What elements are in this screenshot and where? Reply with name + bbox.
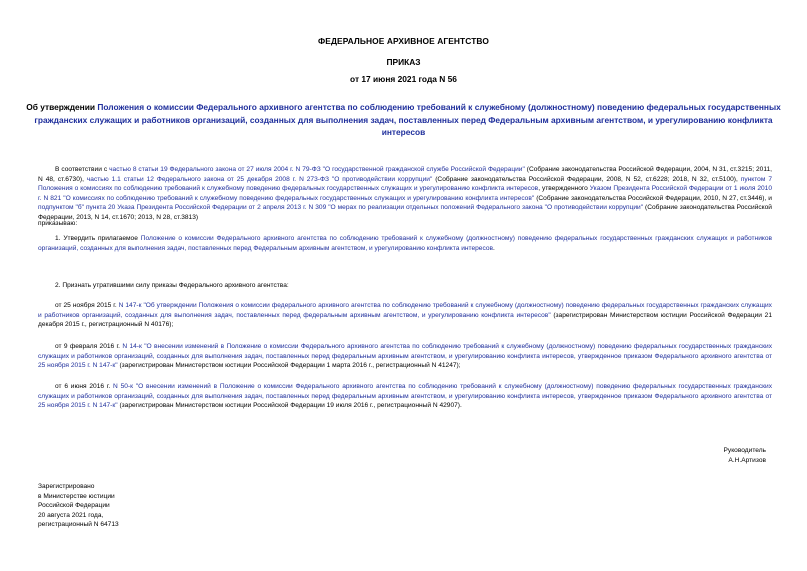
- decree-309-link[interactable]: подпунктом "б" пункта 20 Указа Президента Российской Федерации от 2 апреля 2013 г. N 309 "О мерах по реализации отдельных положений Федерального закона "О противодействии коррупции": [38, 204, 644, 211]
- preamble-paragraph: [38, 165, 772, 222]
- registration-line: регистрационный N 64713: [38, 521, 119, 528]
- ordains-line: приказываю:: [38, 220, 78, 227]
- item-1-paragraph: [38, 234, 772, 253]
- registration-line: Российской Федерации: [38, 502, 110, 509]
- signatory-position: Руководитель: [723, 447, 766, 454]
- item-1-text: .: [493, 244, 495, 252]
- registration-line: 20 августа 2021 года,: [38, 511, 104, 519]
- registration-line: в Министерстве юстиции: [38, 492, 115, 500]
- approved-regulation-link[interactable]: Положение о комиссии Федерального архивного агентства по соблюдению требований к служебному (должностному) поведению федеральных государственных гражданских служащих и работников организаций, созданных для выполнения задач, поставленных перед Федеральным архивным агентством, и урегулированию конфликта интересов: [38, 235, 773, 252]
- document-type: ПРИКАЗ: [386, 57, 421, 67]
- title-prefix: Об утверждении: [26, 102, 98, 112]
- repealed-registration: (зарегистрирован Министерством юстиции Российской Федерации 19 июля 2016 г., регистрационный N 42907).: [117, 402, 462, 409]
- preamble-text: , утвержденного: [538, 185, 590, 192]
- preamble-text: (Собрание законодательства Российской Федерации, 2004, N 31, ст.3215; 2011, N 48, ст.6730),: [38, 166, 772, 183]
- order-147k-link[interactable]: N 147-к "Об утверждении Положения о комиссии федерального архивного агентства по соблюдению требований к служебному (должностному) поведению федеральных государственных гражданских служащих и работников организаций, созданных для выполнения задач, поставленных перед федеральным архивным агентством, и урегулированию конфликта интересов": [38, 302, 772, 319]
- preamble-text: В соответствии с: [55, 166, 110, 173]
- registration-block: [38, 482, 119, 530]
- document-title: [20, 101, 787, 139]
- item-1-text: 1. Утвердить прилагаемое: [55, 235, 141, 242]
- regulation-item7-link[interactable]: пунктом 7 Положения о комиссиях по соблюдению требований к служебному поведению федеральных государственных служащих и урегулированию конфликта интересов: [38, 175, 772, 192]
- repealed-order-1: [38, 301, 772, 330]
- repealed-registration: (зарегистрирован Министерством юстиции Российской Федерации 1 марта 2016 г., регистрационный N 41247);: [117, 362, 461, 369]
- order-50k-link[interactable]: N 50-к "О внесении изменений в Положение о комиссии Федерального архивного агентства по соблюдению требований к служебному (должностному) поведению федеральных государственных гражданских служащих и работников организаций, созданных для выполнения задач, поставленных перед федеральным архивным агентством, и урегулированию конфликта интересов, утвержденное приказом Федерального архивного агентства от 25 ноября 2015 г. N 147-к": [38, 383, 772, 409]
- document-date: от 17 июня 2021 года N 56: [350, 74, 457, 84]
- preamble-text: (Собрание законодательства Российской Федерации, 2010, N 27, ст.3446), и: [534, 194, 772, 202]
- decree-821-link[interactable]: Указом Президента Российской Федерации от 1 июля 2010 г. N 821 "О комиссиях по соблюдению требований к служебному поведению федеральных государственных служащих и урегулированию конфликта интересов": [38, 185, 772, 202]
- repealed-date: от 9 февраля 2016 г.: [55, 343, 123, 350]
- agency-name: ФЕДЕРАЛЬНОЕ АРХИВНОЕ АГЕНТСТВО: [318, 36, 489, 46]
- signature-block: [724, 446, 766, 465]
- repealed-order-3: [38, 382, 772, 411]
- law-79fz-link[interactable]: частью 8 статьи 19 Федерального закона от 27 июля 2004 г. N 79-ФЗ "О государственной гражданской службе Российской Федерации": [109, 166, 525, 173]
- law-273fz-link[interactable]: частью 1.1 статьи 12 Федерального закона от 25 декабря 2008 г. N 273-ФЗ "О противодействии коррупции": [86, 175, 433, 183]
- repealed-date: от 6 июня 2016 г.: [55, 383, 114, 390]
- signatory-name: А.Н.Артизов: [728, 456, 766, 464]
- repealed-date: от 25 ноября 2015 г.: [55, 302, 119, 309]
- repealed-registration: (зарегистрирован Министерством юстиции Российской Федерации 21 декабря 2015 г., регистрационный N 40176);: [38, 311, 772, 328]
- preamble-text: (Собрание законодательства Российской Федерации, 2013, N 14, ст.1670; 2013, N 28, ст.3813): [38, 204, 772, 221]
- preamble-text: (Собрание законодательства Российской Федерации, 2008, N 52, ст.6228; 2018, N 32, ст.5100),: [432, 175, 741, 183]
- registration-line: Зарегистрировано: [38, 483, 95, 490]
- repealed-order-2: [38, 342, 772, 371]
- item-2-paragraph: 2. Признать утратившими силу приказы Федерального архивного агентства:: [55, 282, 289, 289]
- order-14k-link[interactable]: N 14-к "О внесении изменений в Положение о комиссии Федерального архивного агентства по соблюдению требований к служебному (должностному) поведению федеральных государственных гражданских служащих и работников организаций, созданных для выполнения задач, поставленных перед федеральным архивным агентством, и урегулированию конфликта интересов, утвержденное приказом Федерального архивного агентства от 25 ноября 2015 г. N 147-к": [38, 343, 772, 369]
- title-regulation-link[interactable]: Положения о комиссии Федерального архивного агентства по соблюдению требований к служебному (должностному) поведению федеральных государственных гражданских служащих и работников организаций, созданных для выполнения задач, поставленных перед Федеральным архивным агентством, и урегулированию конфликта интересов: [34, 102, 781, 137]
